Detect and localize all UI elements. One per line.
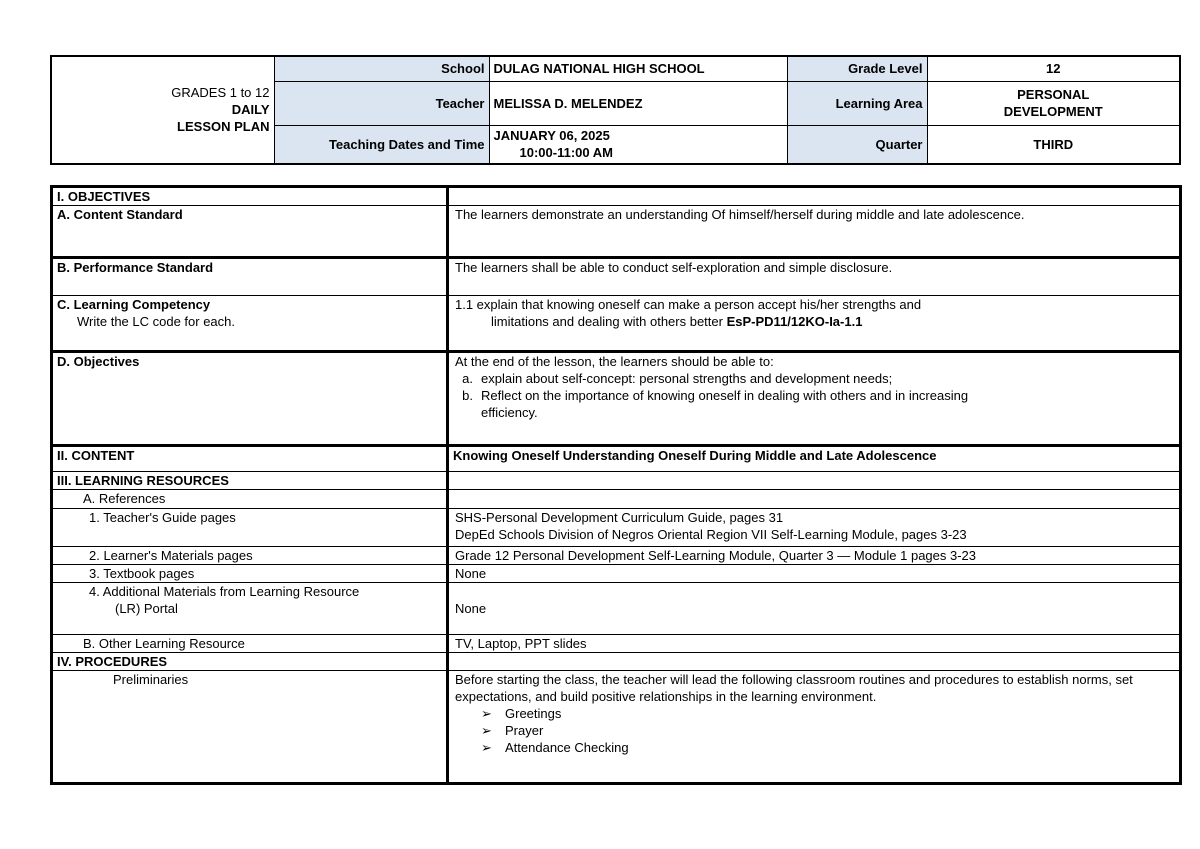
competency-value (448, 296, 1181, 352)
performance-standard-value: The learners shall be able to conduct self-exploration and simple disclosure. (448, 258, 1181, 296)
textbook-label: 3. Textbook pages (52, 565, 448, 583)
time-value: 10:00-11:00 AM (519, 145, 613, 161)
objectives-intro: At the end of the lesson, the learners should be able to: (455, 354, 774, 369)
objectives-heading: I. OBJECTIVES (52, 187, 448, 206)
objective-text: Reflect on the importance of knowing oneself in dealing with others and in increasing efficiency. (481, 388, 969, 420)
routine-item (455, 705, 1175, 722)
procedures-heading-row (52, 653, 1181, 671)
header-table (50, 55, 1181, 165)
resources-heading: III. LEARNING RESOURCES (52, 472, 448, 490)
learning-area-line-1: PERSONAL (1017, 87, 1090, 103)
teacher-value: MELISSA D. MELENDEZ (489, 81, 787, 125)
preliminaries-text: Before starting the class, the teacher will lead the following classroom routines and procedures to establish norms, set expectations, and build positive relationships in the learning environment. (455, 672, 1133, 704)
competency-row (52, 296, 1181, 352)
teacher-label: Teacher (274, 81, 489, 125)
competency-line-2-text: limitations and dealing with others better (491, 314, 723, 329)
competency-line-1: 1.1 explain that knowing oneself can make a person accept his/her strengths and (455, 297, 922, 312)
resources-heading-row (52, 472, 1181, 490)
grade-level-value: 12 (927, 56, 1180, 81)
additional-materials-row (52, 583, 1181, 635)
performance-standard-row (52, 258, 1181, 296)
other-resource-row (52, 635, 1181, 653)
routine-text: Greetings (505, 706, 562, 721)
doc-title-line-2: DAILY (231, 102, 270, 117)
other-resource-value: TV, Laptop, PPT slides (448, 635, 1181, 653)
objectives-row (52, 352, 1181, 446)
additional-materials-value: None (448, 583, 1181, 635)
learners-materials-label: 2. Learner's Materials pages (52, 547, 448, 565)
competency-cell (52, 296, 448, 352)
arrow-bullet-icon: ➢ (481, 706, 492, 721)
learners-materials-row (52, 547, 1181, 565)
additional-materials-label-line-2: (LR) Portal (115, 601, 178, 616)
additional-materials-label (52, 583, 448, 635)
competency-code: EsP-PD11/12KO-Ia-1.1 (726, 314, 863, 329)
preliminaries-row (52, 671, 1181, 784)
procedures-heading: IV. PROCEDURES (52, 653, 448, 671)
competency-label: C. Learning Competency (57, 297, 211, 312)
teachers-guide-line-1: SHS-Personal Development Curriculum Guide, pages 31 (455, 510, 784, 525)
other-resource-label: B. Other Learning Resource (52, 635, 448, 653)
learning-area-value (927, 81, 1180, 125)
teachers-guide-label: 1. Teacher's Guide pages (52, 509, 448, 547)
competency-line-2 (455, 313, 1175, 330)
teachers-guide-row (52, 509, 1181, 547)
content-standard-label: A. Content Standard (52, 206, 448, 258)
dates-label: Teaching Dates and Time (274, 125, 489, 164)
learning-area-label: Learning Area (787, 81, 927, 125)
content-row (52, 446, 1181, 472)
preliminaries-label: Preliminaries (52, 671, 448, 784)
quarter-label: Quarter (787, 125, 927, 164)
routine-text: Prayer (505, 723, 544, 738)
arrow-bullet-icon: ➢ (481, 740, 492, 755)
content-title: Knowing Oneself Understanding Oneself During Middle and Late Adolescence (448, 446, 1181, 472)
objectives-heading-row (52, 187, 1181, 206)
objectives-value (448, 352, 1181, 446)
routine-text: Attendance Checking (505, 740, 629, 755)
objective-item (455, 370, 1175, 387)
objective-item (455, 387, 1175, 421)
doc-title-line-3: LESSON PLAN (177, 119, 270, 134)
objectives-label: D. Objectives (52, 352, 448, 446)
quarter-value: THIRD (927, 125, 1180, 164)
competency-note: Write the LC code for each. (77, 314, 236, 329)
content-standard-value: The learners demonstrate an understanding Of himself/herself during middle and late adolescence. (448, 206, 1181, 258)
school-label: School (274, 56, 489, 81)
performance-standard-label: B. Performance Standard (52, 258, 448, 296)
school-value: DULAG NATIONAL HIGH SCHOOL (489, 56, 787, 81)
preliminaries-value (448, 671, 1181, 784)
arrow-bullet-icon: ➢ (481, 723, 492, 738)
routine-item (455, 722, 1175, 739)
teachers-guide-line-2: DepEd Schools Division of Negros Oriental Region VII Self-Learning Module, pages 3-23 (455, 527, 967, 542)
objective-marker: a. (462, 371, 473, 386)
objective-marker: b. (462, 388, 473, 403)
date-value: JANUARY 06, 2025 (493, 128, 610, 144)
learners-materials-value: Grade 12 Personal Development Self-Learning Module, Quarter 3 — Module 1 pages 3-23 (448, 547, 1181, 565)
routine-item (455, 739, 1175, 756)
doc-title-line-1: GRADES 1 to 12 (171, 85, 270, 100)
objective-text: explain about self-concept: personal strengths and development needs; (481, 371, 893, 386)
grade-level-label: Grade Level (787, 56, 927, 81)
textbook-value: None (448, 565, 1181, 583)
learning-area-line-2: DEVELOPMENT (1003, 104, 1103, 120)
doc-title (51, 56, 274, 164)
references-label: A. References (52, 490, 448, 509)
content-heading: II. CONTENT (52, 446, 448, 472)
lesson-plan-table (50, 185, 1182, 785)
references-row (52, 490, 1181, 509)
textbook-row (52, 565, 1181, 583)
content-standard-row (52, 206, 1181, 258)
dates-value (489, 125, 787, 164)
additional-materials-label-line-1: 4. Additional Materials from Learning Resource (89, 584, 360, 599)
teachers-guide-value (448, 509, 1181, 547)
